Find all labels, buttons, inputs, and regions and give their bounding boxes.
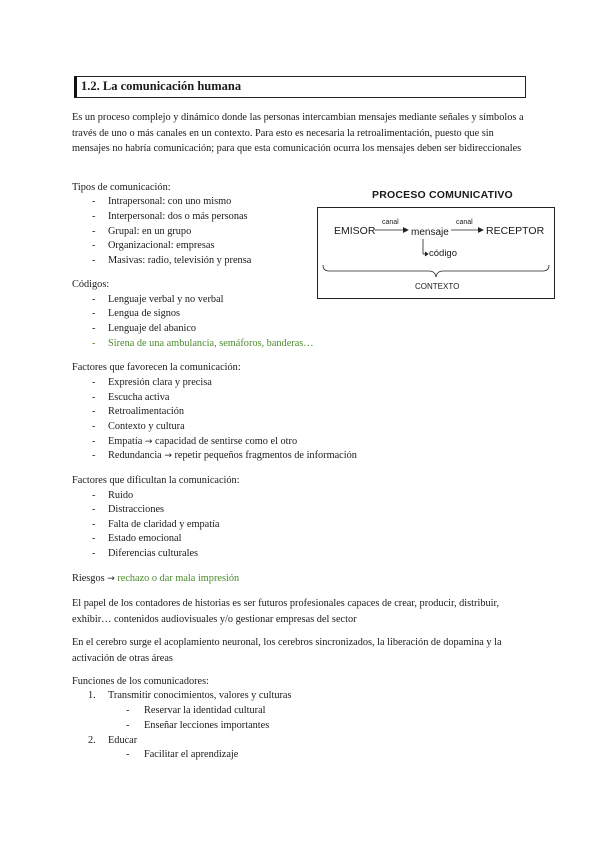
diagram-mensaje: mensaje <box>411 227 449 238</box>
riesgos-line: Riesgos → rechazo o dar mala impresión <box>72 573 240 584</box>
communication-diagram <box>317 207 555 299</box>
diagram-contexto: CONTEXTO <box>415 282 460 291</box>
diagram-receptor: RECEPTOR <box>486 225 545 237</box>
diagram-emisor: EMISOR <box>334 225 376 237</box>
arrow-icon: → <box>144 437 153 447</box>
favorecen-label: Factores que favorecen la comunicación: <box>72 362 241 373</box>
section-heading-text: 1.2. La comunicación humana <box>81 79 242 93</box>
paragraph-storytellers: El papel de los contadores de historias es ser futuros profesionales capaces de crear, producir, distribuir, exhibir… contenidos audiovisuales y/o gestionar empresas del sector <box>72 598 500 625</box>
arrow-head-right <box>478 228 483 233</box>
paragraph-brain: En el cerebro surge el acoplamiento neuronal, los cerebros sincronizados, la liberación de dopamina y la activación de otras áreas <box>72 637 502 664</box>
funciones-label: Funciones de los comunicadores: <box>72 676 209 687</box>
codigo-arrow-head <box>425 252 428 256</box>
arrow-icon: → <box>107 574 115 584</box>
arrow-head-left <box>403 228 408 233</box>
context-brace <box>323 265 549 277</box>
intro-paragraph: Es un proceso complejo y dinámico donde las personas intercambian mensajes mediante señales y símbolos a través de uno o más canales en un contexto. Para esto es necesaria la retroalimentación, puesto que sin mensajes no habría comunicación; para que esta comunicación ocurra los mensajes deben ser bidireccionales <box>72 112 524 154</box>
section-heading <box>74 76 526 98</box>
diagram-title: PROCESO COMUNICATIVO <box>372 189 513 201</box>
arrow-icon: → <box>164 451 172 461</box>
document-page: 1.2. La comunicación humana Es un proceso complejo y dinámico donde las personas intercambian mensajes mediante señales y símbolos a través de uno o más canales en un contexto. Para esto es necesaria la retroalimentación, puesto que sin mensajes no habría comunicación; para que esta comunicación ocurra los mensajes deben ser bidireccionales Tipos de comunicación: - Intrapersonal: con uno mismo - Interpersonal: dos o más personas - Grupal: en un grupo - Organizacional: empresas - Masivas: radio, televisión y prensa Códigos: - Lenguaje verbal y no verbal - Lengua de signos - Lenguaje del abanico - Sirena de una ambulancia, semáforos, banderas… Factores que favorecen la comunicación: - Expresión clara y precisa - Escucha activa - Retroalimentación - Contexto y cultura - Empatía → capacidad de sentirse como el otro - Redundancia → repetir pequeños fragmentos de información Factores que dificultan la comunicación: - Ruido - Distracciones - Falta de claridad y empatía - Estado emocional - Diferencias culturales Riesgos → rechazo o dar mala impresión El papel de los contadores de historias es ser futuros profesionales capaces de crear, producir, distribuir, exhibir… contenidos audiovisuales y/o gestionar empresas del sector En el cerebro surge el acoplamiento neuronal, los cerebros sincronizados, la liberación de dopamina y la activación de otras áreas Funciones de los comunicadores: 1. Transmitir conocimientos, valores y culturas - Reservar la identidad cultural - Enseñar lecciones importantes 2. Educar - Facilitar el aprendizaje PROCESO COMUNICATIVO EMISOR canal mensaje canal RECEPTOR código CONTEXTO <box>0 0 600 848</box>
tipos-label: Tipos de comunicación: <box>72 182 171 193</box>
dificultan-label: Factores que dificultan la comunicación: <box>72 475 240 486</box>
diagram-connectors <box>317 207 555 299</box>
codigos-label: Códigos: <box>72 279 110 290</box>
diagram-canal-right: canal <box>456 219 473 226</box>
diagram-codigo: código <box>429 248 457 259</box>
diagram-canal-left: canal <box>382 219 399 226</box>
